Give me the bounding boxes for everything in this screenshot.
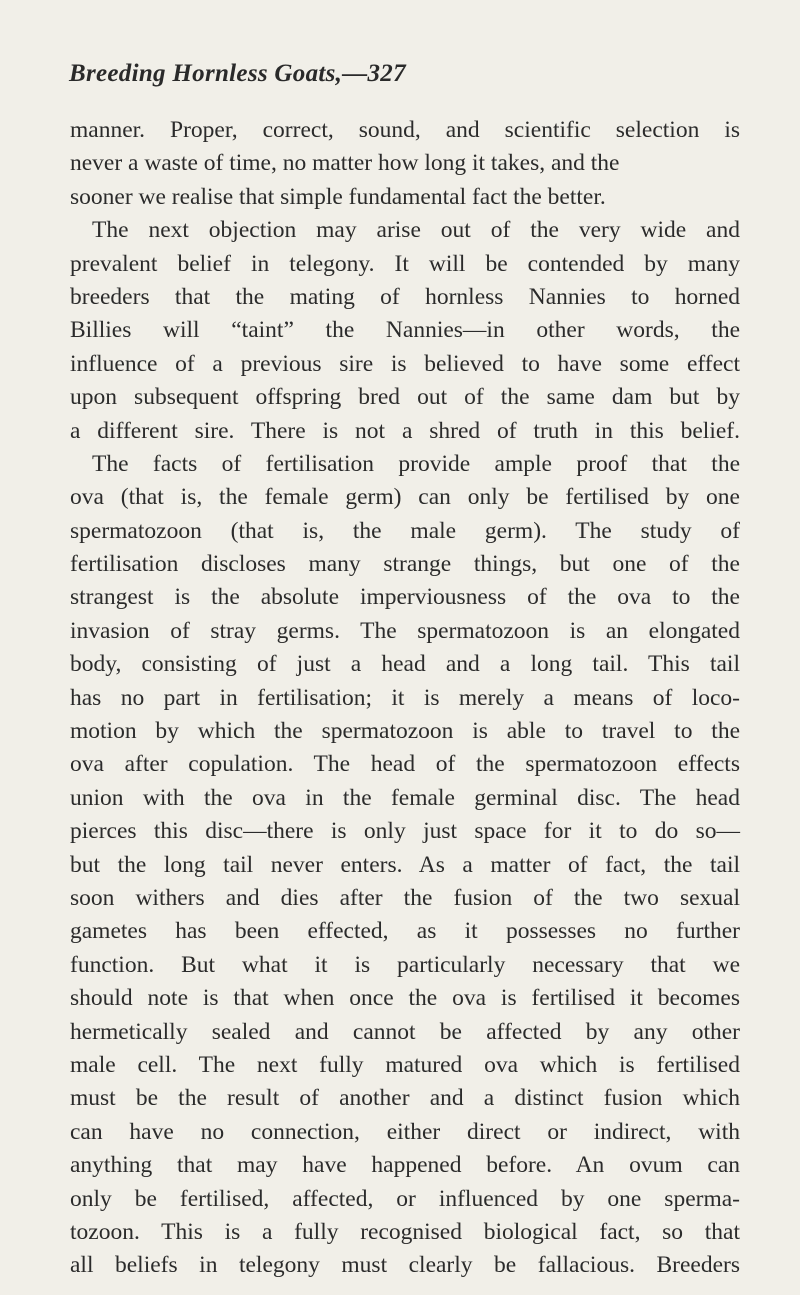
text-line: can have no connection, either direct or indirect, with [70,1118,740,1145]
text-line: motion by which the spermatozoon is able to travel to the [70,718,740,745]
text-line: pierces this disc—there is only just space for it to do so— [70,818,740,845]
text-line: strangest is the absolute imperviousness of the ova to the [70,584,740,611]
text-line: The facts of fertilisation provide ample proof that the [92,450,740,477]
text-line: breeders that the mating of hornless Nannies to horned [70,283,740,310]
body-text [70,114,740,1283]
text-line: hermetically sealed and cannot be affected by any other [70,1018,740,1045]
text-line: ova after copulation. The head of the spermatozoon effects [70,751,740,778]
text-line: Billies will “taint” the Nannies—in other words, the [70,317,740,344]
running-head: Breeding Hornless Goats,—327 [69,60,406,87]
text-line: only be fertilised, affected, or influenced by one sperma- [70,1185,740,1212]
text-line: but the long tail never enters. As a matter of fact, the tail [70,851,740,878]
text-line: prevalent belief in telegony. It will be contended by many [70,250,740,277]
text-line: all beliefs in telegony must clearly be fallacious. Breeders [70,1252,740,1279]
text-line: invasion of stray germs. The spermatozoon is an elongated [70,617,740,644]
text-line: upon subsequent offspring bred out of the same dam but by [70,384,740,411]
text-line: function. But what it is particularly necessary that we [70,951,740,978]
text-line: union with the ova in the female germinal disc. The head [70,784,740,811]
text-line: fertilisation discloses many strange things, but one of the [70,551,740,578]
text-line: must be the result of another and a distinct fusion which [70,1085,740,1112]
text-line: manner. Proper, correct, sound, and scientific selection is [70,117,740,143]
text-line: influence of a previous sire is believed to have some effect [70,350,740,377]
text-line: tozoon. This is a fully recognised biological fact, so that [70,1218,740,1245]
text-line: a different sire. There is not a shred of truth in this belief. [70,417,740,444]
text-line: The next objection may arise out of the very wide and [92,217,740,244]
text-line: should note is that when once the ova is fertilised it becomes [70,985,740,1012]
text-line: has no part in fertilisation; it is merely a means of loco- [70,684,740,711]
text-line: male cell. The next fully matured ova which is fertilised [70,1051,740,1078]
text-line: ova (that is, the female germ) can only be fertilised by one [70,484,740,511]
text-line: sooner we realise that simple fundamental fact the better. [70,183,606,210]
text-line: body, consisting of just a head and a long tail. This tail [70,651,740,678]
text-line: soon withers and dies after the fusion of the two sexual [70,884,740,911]
text-line: spermatozoon (that is, the male germ). The study of [70,517,740,544]
text-line: gametes has been effected, as it possesses no further [70,918,740,945]
text-line: never a waste of time, no matter how long it takes, and the [70,150,620,177]
text-line: anything that may have happened before. An ovum can [70,1152,740,1179]
